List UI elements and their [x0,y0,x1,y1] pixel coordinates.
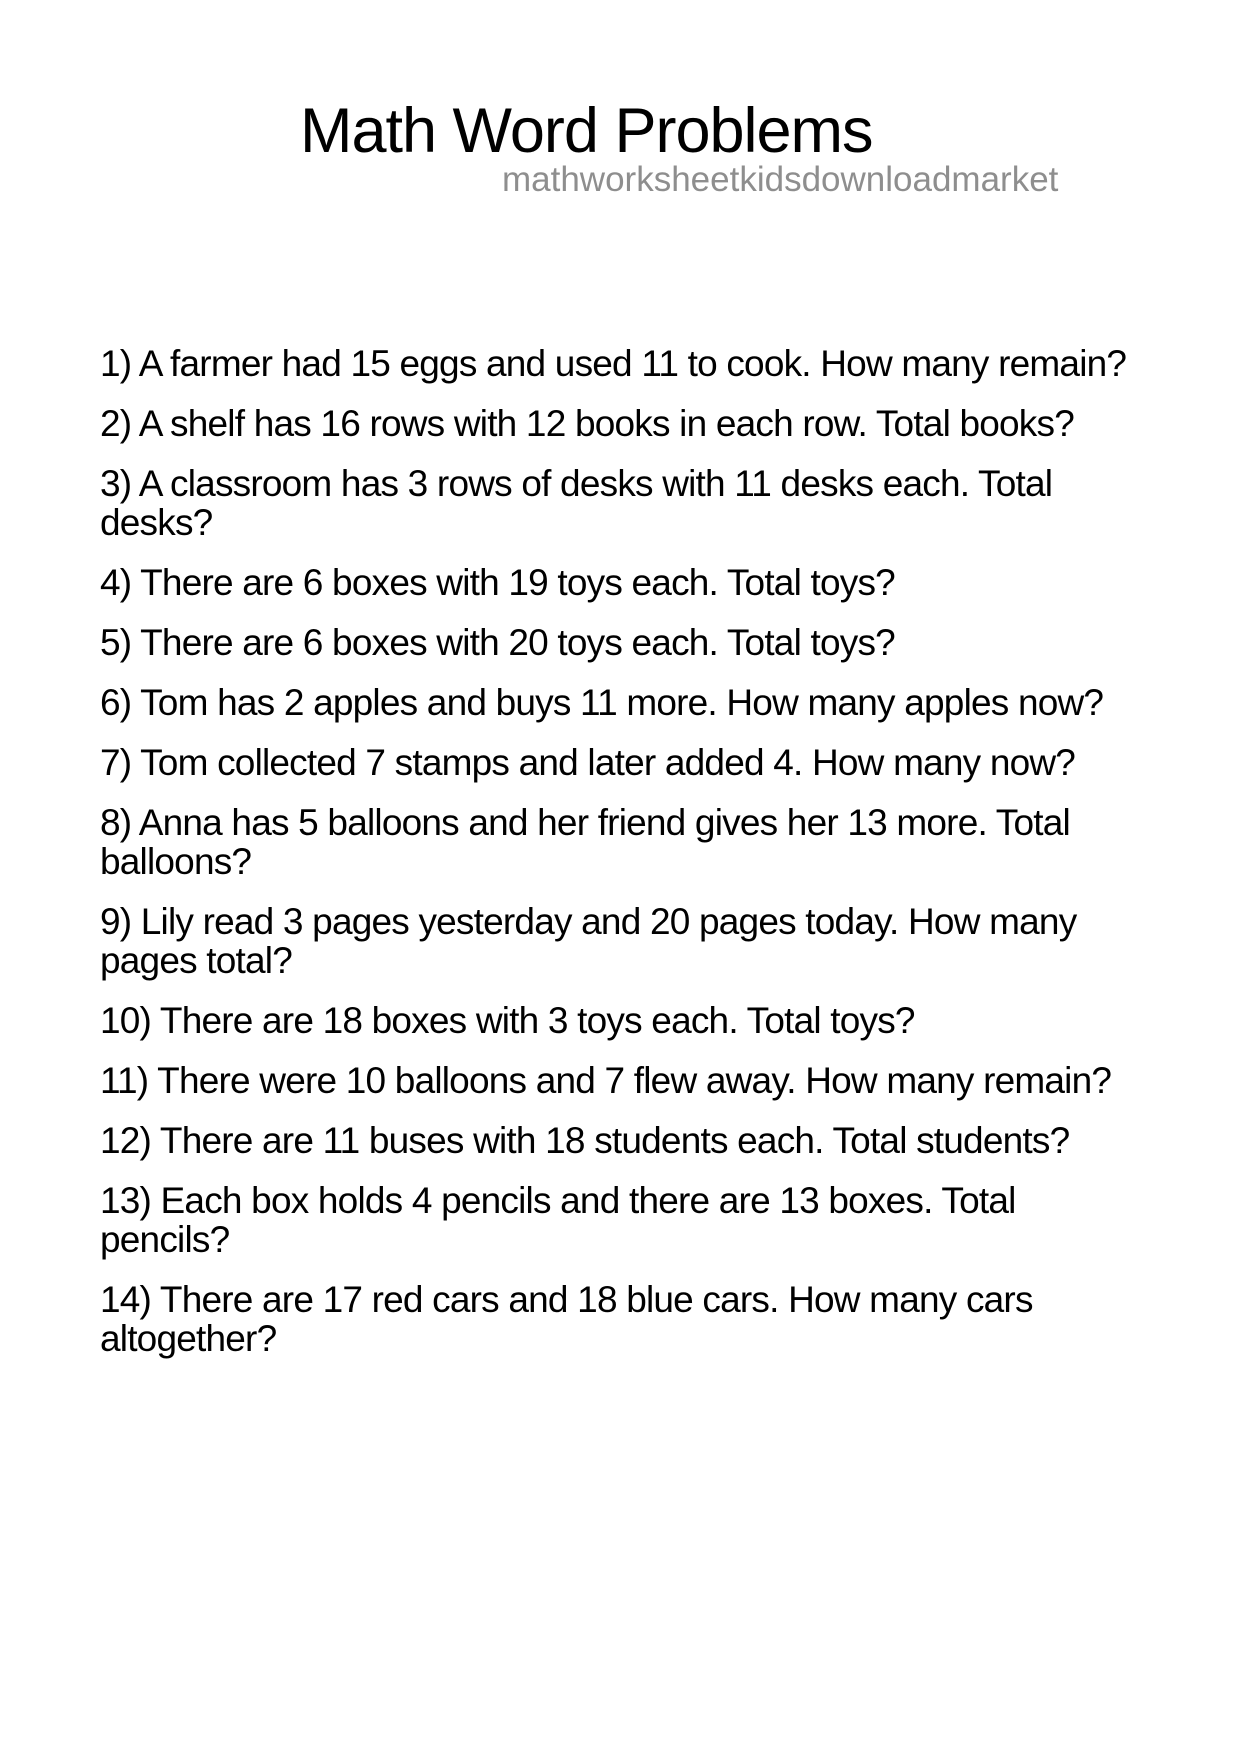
problem-item-6 [100,683,1160,722]
problem-line: 4) There are 6 boxes with 19 toys each. Total toys? [100,562,895,603]
problem-line: 13) Each box holds 4 pencils and there are 13 boxes. Total [100,1180,1016,1221]
problem-line: 12) There are 11 buses with 18 students each. Total students? [100,1120,1070,1161]
problem-line: pencils? [100,1219,230,1260]
problem-item-3 [100,464,1160,542]
problem-line: desks? [100,502,213,543]
problem-item-14 [100,1280,1160,1358]
problem-item-13 [100,1181,1160,1259]
problem-line: 1) A farmer had 15 eggs and used 11 to cook. How many remain? [100,343,1127,384]
problem-item-2 [100,404,1160,443]
problem-item-11 [100,1061,1160,1100]
problem-item-5 [100,623,1160,662]
problem-item-8 [100,803,1160,881]
problem-line: 7) Tom collected 7 stamps and later added 4. How many now? [100,742,1076,783]
problem-item-1 [100,344,1160,383]
watermark-subtitle: mathworksheetkidsdownloadmarket [502,160,1059,199]
problem-item-4 [100,563,1160,602]
problem-line: 8) Anna has 5 balloons and her friend gives her 13 more. Total [100,802,1070,843]
problem-item-9 [100,902,1160,980]
problem-line: 11) There were 10 balloons and 7 flew away. How many remain? [100,1060,1112,1101]
problem-line: 6) Tom has 2 apples and buys 11 more. How many apples now? [100,682,1104,723]
problem-item-10 [100,1001,1160,1040]
problem-line: 3) A classroom has 3 rows of desks with 11 desks each. Total [100,463,1053,504]
problem-line: altogether? [100,1318,277,1359]
problem-item-7 [100,743,1160,782]
problem-line: 9) Lily read 3 pages yesterday and 20 pages today. How many [100,901,1077,942]
problem-line: balloons? [100,841,252,882]
problem-line: pages total? [100,940,293,981]
problem-line: 10) There are 18 boxes with 3 toys each. Total toys? [100,1000,915,1041]
page-title: Math Word Problems [300,96,873,166]
problem-line: 5) There are 6 boxes with 20 toys each. Total toys? [100,622,895,663]
problem-list [100,344,1160,1379]
problem-item-12 [100,1121,1160,1160]
problem-line: 2) A shelf has 16 rows with 12 books in each row. Total books? [100,403,1074,444]
problem-line: 14) There are 17 red cars and 18 blue cars. How many cars [100,1279,1033,1320]
